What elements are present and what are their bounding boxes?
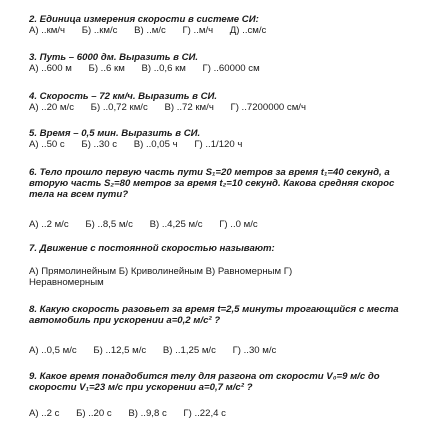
answer-c: В) ..0,05 ч	[133, 139, 178, 150]
question-9	[29, 371, 433, 393]
answer-a: А) ..20 м/с	[29, 102, 74, 113]
answer-e: Д) ..см/с	[229, 25, 267, 36]
question-5	[29, 128, 433, 150]
question-9-line-1: 9. Какое время понадобится телу для разгона от скорости V₀=9 м/с до	[29, 371, 380, 382]
answer-b: Б) ..20 с	[76, 408, 112, 419]
answer-d: Г) ..30 м/с	[232, 345, 277, 356]
question-5-title: 5. Время – 0,5 мин. Выразить в СИ.	[29, 128, 201, 139]
answer-a: А) ..км/ч	[29, 25, 66, 36]
answer-b: Б) ..0,72 км/с	[90, 102, 148, 113]
answer-a: А) ..600 м	[29, 63, 72, 74]
answer-b: Б) ..12,5 м/с	[93, 345, 147, 356]
question-4-answers	[29, 102, 433, 113]
question-2-answers	[29, 25, 433, 36]
answer-a: А) ..50 с	[29, 139, 65, 150]
answer-d: Г) ..7200000 см/ч	[230, 102, 306, 113]
answer-d: Г) ..м/ч	[182, 25, 214, 36]
question-6-line-1: 6. Тело прошло первую часть пути S₁=20 метров за время t₁=40 секунд, а	[29, 167, 390, 178]
answer-a: А) ..0,5 м/с	[29, 345, 77, 356]
answer-b: Б) ..6 км	[88, 63, 125, 74]
question-6-answers	[29, 219, 433, 230]
answer-d: Г) ..0 м/с	[219, 219, 258, 230]
question-9-answers	[29, 408, 433, 419]
question-4	[29, 91, 433, 113]
question-9-line-2: скорости V₁=23 м/с при ускорении a=0,7 м/с² ?	[29, 382, 253, 393]
answer-a: А) ..2 м/с	[29, 219, 69, 230]
answer-c: В) ..0,6 км	[141, 63, 186, 74]
answer-b: Б) ..8,5 м/с	[85, 219, 133, 230]
answer-a: А) ..2 с	[29, 408, 60, 419]
answer-d: Г) ..22,4 с	[183, 408, 226, 419]
question-7-title: 7. Движение с постоянной скоростью называют:	[29, 243, 275, 254]
question-7-answers-line-1: А) Прямолинейным Б) Криволинейным В) Равномерным Г)	[29, 266, 293, 277]
answer-c: В) ..м/с	[134, 25, 166, 36]
answer-c: В) ..9,8 с	[128, 408, 167, 419]
question-2	[29, 14, 433, 36]
answer-b: Б) ..30 с	[81, 139, 118, 150]
answer-c: В) ..4,25 м/с	[149, 219, 203, 230]
question-4-title: 4. Скорость – 72 км/ч. Выразить в СИ.	[29, 91, 218, 102]
answer-d: Г) ..60000 см	[202, 63, 260, 74]
question-3-title: 3. Путь – 6000 дм. Выразить в СИ.	[29, 52, 199, 63]
question-8	[29, 304, 433, 326]
question-6	[29, 167, 433, 200]
question-8-answers	[29, 345, 433, 356]
question-5-answers	[29, 139, 433, 150]
question-8-line-1: 8. Какую скорость разовьет за время t=2,5 минуты трогающийся с места	[29, 304, 399, 315]
question-7	[29, 243, 433, 254]
answer-c: В) ..72 км/ч	[164, 102, 214, 113]
question-7-answers-line-2: Неравномерным	[29, 277, 104, 288]
question-8-line-2: автомобиль при ускорении a=0,2 м/с² ?	[29, 315, 221, 326]
question-3	[29, 52, 433, 74]
answer-c: В) ..1,25 м/с	[162, 345, 216, 356]
answer-d: Г) ..1/120 ч	[194, 139, 243, 150]
question-6-line-3: тела на всем пути?	[29, 189, 129, 200]
question-7-answers	[29, 266, 433, 288]
question-2-title: 2. Единица измерения скорости в системе СИ:	[29, 14, 259, 25]
question-6-line-2: вторую часть S₂=80 метров за время t₂=10 секунд. Какова средняя скорос	[29, 178, 395, 189]
answer-b: Б) ..км/с	[81, 25, 118, 36]
question-3-answers	[29, 63, 433, 74]
